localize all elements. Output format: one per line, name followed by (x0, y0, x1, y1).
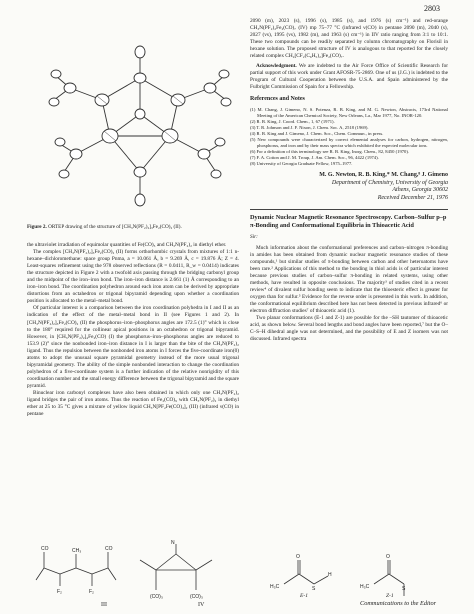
svg-text:(CO)₃: (CO)₃ (190, 594, 203, 600)
svg-text:H₃C: H₃C (360, 584, 370, 590)
figure-caption (27, 224, 239, 231)
svg-text:CH₃: CH₃ (72, 548, 82, 554)
references-list (250, 107, 448, 168)
reference-item: (1) M. Chang, J. Gimeno, N. S. Potenza, R. B. King, and M. G. Newton, Abstracts, 173rd National Meeting of the American Chemical Society, New Orleans, La., Mar 1977, No. INOR-120. (250, 106, 448, 118)
affiliation-city: Athens, Georgia 30602 (392, 187, 448, 194)
paragraph: The complex [CH₃N(PF₂)₂]₃Fe₂(CO)₂ (II) forms orthorhombic crystals from mixtures of 1:1 n-hexane–dichloromethane: space group Pnma, a = 10.061 Å, b = 9.269 Å, c = 19.876 Å; Z = 4. Least-squares refinement using the 978 observed reflections (R = 0.0411, R_w = 0.0414) indicates the structure depicted in Figure 2 with a twofold axis passing through the bridging carbonyl group and the midpoint of the iron–iron bond. The iron–iron distance is 2.661 (1) Å corresponding to an iron–iron bond. The coordination polyhedron around each iron atom can be derived by appropriate distortions from an octahedron or trigonal bipyramid depending upon whether a coordination position is allocated to the metal–metal bond. (27, 249, 239, 305)
reference-item: (8) University of Georgia Graduate Fellow, 1975–1977. (250, 161, 353, 167)
svg-text:S: S (312, 586, 316, 592)
paragraph: Two planar conformations (E-1 and Z-1) are possible for the –SH tautomer of thioacetic acid, as shown below. Several bond lengths and bond angles have been reported,⁷ but the O–C–S–H dihedral angle was not determined, and the possibility of E and Z isomers was not discussed. Infrared spectra (250, 314, 448, 343)
svg-text:H₃C: H₃C (270, 584, 280, 590)
divider (250, 209, 448, 210)
ack-label: Acknowledgment. (256, 63, 297, 70)
caption-text: ORTEP drawing of the structure of [CH₃N(PF₂)₂]₃Fe₂(CO)₂ (II). (48, 224, 182, 230)
structure-diagram-iii-iv (30, 540, 240, 610)
salutation: Sir: (250, 234, 258, 241)
reference-item: (5) New compounds were characterized by correct elemental analyses for carbon, hydrogen, nitrogen, phosphorus, and iron and by their mass spectra which exhibited the expected molecular ions. (250, 136, 448, 149)
svg-text:F₂: F₂ (89, 589, 94, 595)
right-column (250, 18, 448, 343)
paragraph: 2090 (m), 2023 (s), 1996 (s), 1985 (s), and 1976 (s) cm⁻¹) and red-orange CH₃N(PF₂)₂Fe₂(CO)₇ (IV) mp 75–77 °C (infrared ν(CO) in pentane 2090 (m), 2040 (s), 2027 (vs), 1995 (vs), 1982 (m), and 1963 (s) cm⁻¹) in IIV ratio ranging from 3:1 to 10:1. These two compounds can be readily separated by column chromatography on Florisil in hexane solution. The proposed structure of IV is analogous to that reported for the closely related complex CH₂[CF₂(C₆H₅)₂]Fe₂(CO)₇. (250, 18, 448, 60)
author-block (250, 172, 448, 202)
received-date: Received December 21, 1976 (377, 194, 448, 201)
svg-text:(CO)₃: (CO)₃ (150, 594, 163, 600)
ortep-figure (42, 18, 238, 222)
svg-text:S: S (402, 586, 406, 592)
svg-text:H: H (328, 572, 332, 578)
reference-item: (7) F. A. Cotton and J. M. Troup, J. Am. Chem. Soc., 96, 4422 (1974). (250, 155, 379, 161)
left-column (27, 242, 239, 418)
affiliation: Department of Chemistry, University of Georgia (331, 179, 448, 186)
label-e-1: E-1 (300, 593, 308, 599)
paragraph: Binuclear iron carbonyl complexes have also been obtained in which only one CH₃N(PF₂)₂ ligand bridges the pair of iron atoms. Thus the reaction of Fe₂(CO)₉ with CH₃N(PF₂)₂ in diethyl ether at 25 to 35 °C gives a mixture of yellow liquid CH₃N[PF₂Fe(CO)₄]₂ (III) (infrared ν(CO) in pentane (27, 389, 239, 418)
svg-text:CO: CO (105, 546, 113, 552)
svg-text:F₂: F₂ (57, 589, 62, 595)
references-heading: References and Notes (250, 96, 305, 103)
thioacetic-structures (268, 552, 438, 598)
svg-text:N: N (171, 540, 175, 546)
paragraph: Of particular interest is a comparison between the iron coordination polyhedra in I and II as an indication of the effect of the metal–metal bond in II (see Figures 1 and 2). In [CH₃N(PF₂)₂]₃Fe₂(CO)₂ (II) the phosphorus–iron–phosphorus angles are 172.5 (1)° which is close to the 180° required for the collinear apical positions in an octahedron or trigonal bipyramid. However, in [CH₃N(PF₂)₂]₄Fe₂(CO) (I) the phosphorus–iron–phosphorus angles are reduced to 153.9 (2)° since the nonbonded iron–iron distance in I is larger than the bite of the CH₃N(PF₂)₂ ligand. Thus the repulsion between the nonbonded iron atoms in I forces the five-coordinate iron(0) atoms to adopt the unusual square pyramidal geometry instead of the more usual trigonal bipyramidal geometry. The ability of the simple nonbonded interaction to change the coordination polyhedron of a five-coordinate system is a further indication of the relative nonrigidity of this coordination number and the small energy difference between the trigonal bipyramid and the square pyramid. (27, 305, 239, 389)
article-title: Dynamic Nuclear Magnetic Resonance Spectroscopy. Carbon–Sulfur p–p π-Bonding and Conformational Equilibria in Thioacetic Acid (250, 214, 447, 230)
reference-item: (3) T. R. Johnson and J. F. Nixon, J. Chem. Soc. A, 2518 (1969). (250, 124, 369, 130)
author-names: M. G. Newton, R. B. King,* M. Chang,⁸ J. Gimeno (319, 172, 448, 179)
svg-text:O: O (386, 554, 390, 560)
svg-text:O: O (296, 554, 300, 560)
caption-label: Figure 2. (27, 224, 47, 230)
page-footer: Communications to the Editor (360, 600, 437, 607)
label-z-1: Z-1 (386, 593, 394, 599)
label-iv: IV (198, 602, 205, 608)
paragraph: the ultraviolet irradiation of equimolar quantities of Fe(CO)₅ and CH₃N(PF₂)₂ in diethyl ether. (27, 242, 227, 248)
acknowledgment (250, 63, 448, 91)
page-number: 2803 (424, 4, 440, 13)
ack-text: We are indebted to the Air Force Office of Scientific Research for partial support of this work under Grant AFOSR-75-2869. One of us (J.G.) is indebted to the Program of Cultural Cooperation between the U.S.A. and Spain administered by the Fulbright Commission of Spain for a Fellowship. (250, 63, 448, 91)
paragraph: Much information about the conformational preferences and carbon–nitrogen π-bonding in amides has been obtained from dynamic nuclear magnetic resonance studies of these compounds,¹ but similar studies of π-bonding between carbon and other heteroatoms have been rare.² Applications of this method to the bonding in thiol acids is of particular interest because previous studies of carbon–sulfur π-bonding in related systems, using other methods, have resulted in opposite conclusions. The majority³ of studies cited in a recent review⁴ of divalent sulfur bonding seem to indicate that the thioesteric effect is greater for oxygen than for sulfur.⁵ Evidence for the reverse order is presented in this work. In addition, the conformational equilibrium described here has not been detected in previous infrared⁶ or electron diffraction studies⁷ of thioacetic acid (1). (250, 244, 448, 314)
reference-item: (6) For a definition of this terminology see R. B. King, Inorg. Chem., 82, 8450 (1970). (250, 149, 410, 155)
svg-text:CO: CO (41, 546, 49, 552)
label-iii: III (101, 602, 107, 608)
reference-item: (2) R. B. King, J. Coord. Chem., 1, 67 (1971). (250, 118, 335, 124)
reference-item: (4) R. B. King and J. Gimeno, J. Chem. Soc., Chem. Commun., in press. (250, 130, 384, 136)
